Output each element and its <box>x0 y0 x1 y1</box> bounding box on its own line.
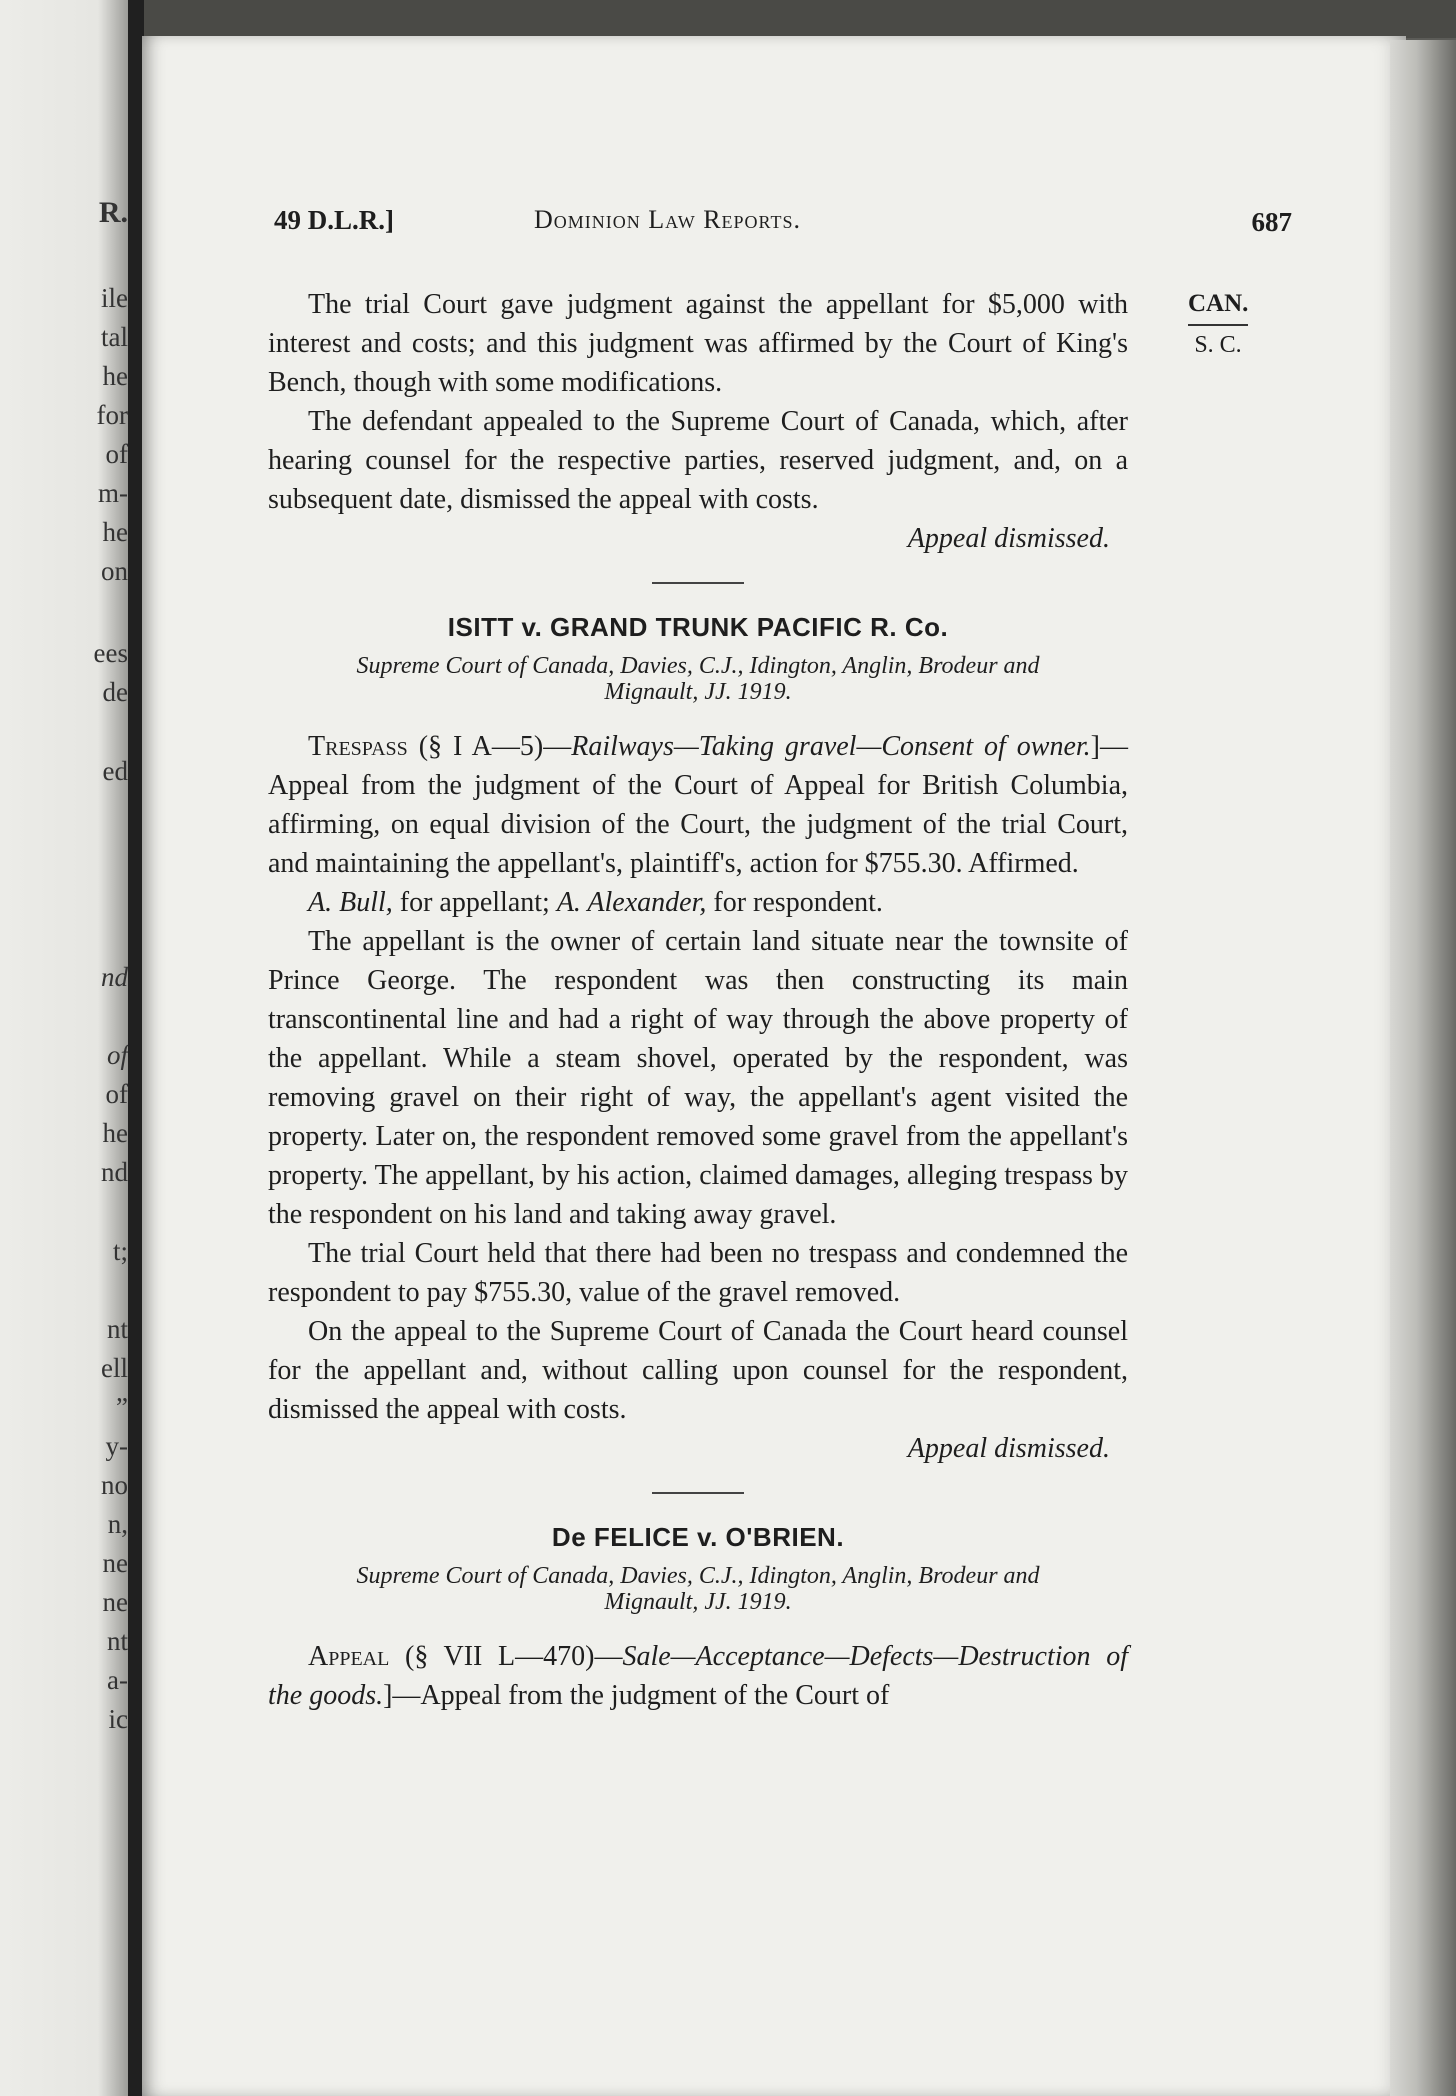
disposal-line: Appeal dismissed. <box>907 1433 1110 1464</box>
headnote-ref: (§ I A—5)— <box>407 731 572 762</box>
headnote-text: ]—Appeal from the judgment of the Court of <box>383 1680 890 1711</box>
paragraph: The trial Court gave judgment against the appellant for $5,000 with interest and costs; and this judgment was affirmed by the Court of King's Bench, though with some modifications. <box>268 289 1128 398</box>
page-edge-shadow <box>1390 40 1456 2096</box>
facing-page-fragment: de <box>102 677 128 707</box>
facing-page-fragment: ne <box>102 1587 128 1617</box>
facing-page-fragment: ile <box>101 283 128 313</box>
facing-page-fragment: nd <box>101 1157 128 1187</box>
case-title: De FELICE v. O'BRIEN. <box>551 1522 845 1552</box>
facing-page-fragment: of <box>105 439 128 469</box>
headnote-caption: Appeal <box>308 1641 390 1672</box>
counsel-appellant: A. Bull, <box>308 887 393 918</box>
facing-page-fragment: n, <box>107 1509 128 1539</box>
facing-page-fragment: no <box>101 1470 128 1500</box>
court-line <box>268 653 1128 705</box>
page-number: 687 <box>1251 207 1292 237</box>
volume-reference: 49 D.L.R.] <box>274 205 394 235</box>
facing-page-fragment: he <box>102 1118 128 1148</box>
court-line-2: Mignault, JJ. 1919. <box>604 679 792 705</box>
case-title: ISITT v. GRAND TRUNK PACIFIC R. Co. <box>447 612 949 642</box>
facing-page-fragment: of <box>105 1079 128 1109</box>
running-header <box>274 205 1292 245</box>
facing-page-fragment: m- <box>98 478 128 508</box>
paragraph: The trial Court held that there had been no trespass and condemned the respondent to pay $755.30, value of the gravel removed. <box>268 1238 1128 1308</box>
facing-page-fragment: of <box>106 1040 128 1070</box>
margin-note <box>1188 290 1248 359</box>
facing-page-fragment: nt <box>106 1626 128 1656</box>
margin-division: S. C. <box>1194 332 1242 358</box>
court-line-1: Supreme Court of Canada, Davies, C.J., Idington, Anglin, Brodeur and <box>356 653 1040 679</box>
counsel-respondent-role: for respondent. <box>706 887 883 918</box>
facing-page-fragment: nt <box>106 1314 128 1344</box>
disposal-line: Appeal dismissed. <box>907 523 1110 554</box>
facing-page-fragment: R. <box>98 196 128 229</box>
headnote <box>268 1637 1128 1715</box>
headnote <box>268 727 1128 883</box>
headnote-caption: Trespass <box>308 731 408 762</box>
court-line-1: Supreme Court of Canada, Davies, C.J., Idington, Anglin, Brodeur and <box>356 1563 1040 1589</box>
counsel-line <box>268 883 1128 922</box>
facing-page-fragment: tal <box>101 322 128 352</box>
facing-page-edge <box>0 0 140 2096</box>
facing-page-fragment: a- <box>107 1665 128 1695</box>
facing-page-fragment: ne <box>102 1548 128 1578</box>
paragraph: The defendant appealed to the Supreme Court of Canada, which, after hearing counsel for the respective parties, reserved judgment, and, on a subsequent date, dismissed the appeal with costs. <box>268 406 1128 515</box>
facing-page-fragment: ” <box>116 1392 128 1422</box>
paragraph: On the appeal to the Supreme Court of Canada the Court heard counsel for the appellant and, without calling upon counsel for the respondent, dismissed the appeal with costs. <box>268 1316 1128 1425</box>
counsel-respondent: A. Alexander, <box>556 887 707 918</box>
facing-page-fragment: y- <box>105 1431 128 1461</box>
facing-page-fragment: ees <box>93 638 128 668</box>
report-title: Dominion Law Reports. <box>534 205 801 234</box>
facing-page-fragment: for <box>96 400 128 430</box>
facing-page-fragment: ell <box>101 1353 128 1383</box>
counsel-appellant-role: for appellant; <box>392 887 557 918</box>
facing-page-fragment: t; <box>112 1236 128 1266</box>
court-line <box>268 1563 1128 1615</box>
facing-page-fragment: nd <box>101 962 128 992</box>
court-line-2: Mignault, JJ. 1919. <box>604 1589 792 1615</box>
section-divider <box>652 1492 744 1494</box>
facing-page-fragment: he <box>102 361 128 391</box>
facing-page-fragment: he <box>102 517 128 547</box>
headnote-text: ]—Appeal from the judgment of the Court of Appeal for British Columbia, affirming, on equal division of the Court, the judgment of the trial Court, and maintaining the appellant's, plaintiff's, action for $755.30. Affirmed. <box>268 731 1128 879</box>
facing-page-fragment: on <box>101 556 128 586</box>
page-body <box>268 285 1128 1715</box>
paragraph: The appellant is the owner of certain land situate near the townsite of Prince George. The respondent was then constructing its main transcontinental line and had a right of way through the above property of the appellant. While a steam shovel, operated by the respondent, was removing gravel on their right of way, the appellant's agent visited the property. Later on, the respondent removed some gravel from the appellant's property. The appellant, by his action, claimed damages, alleging trespass by the respondent on his land and taking away gravel. <box>268 926 1128 1230</box>
facing-page-fragment: ic <box>108 1704 128 1734</box>
section-divider <box>652 582 744 584</box>
headnote-topic: Sale—Acceptance—Defects—Destruction of the goods. <box>268 1641 1128 1711</box>
scan-background <box>0 0 1456 38</box>
facing-page-fragment: ed <box>102 756 128 786</box>
headnote-ref: (§ VII L—470)— <box>389 1641 623 1672</box>
margin-court: CAN. <box>1188 290 1248 326</box>
headnote-topic: Railways—Taking gravel—Consent of owner. <box>571 731 1091 762</box>
